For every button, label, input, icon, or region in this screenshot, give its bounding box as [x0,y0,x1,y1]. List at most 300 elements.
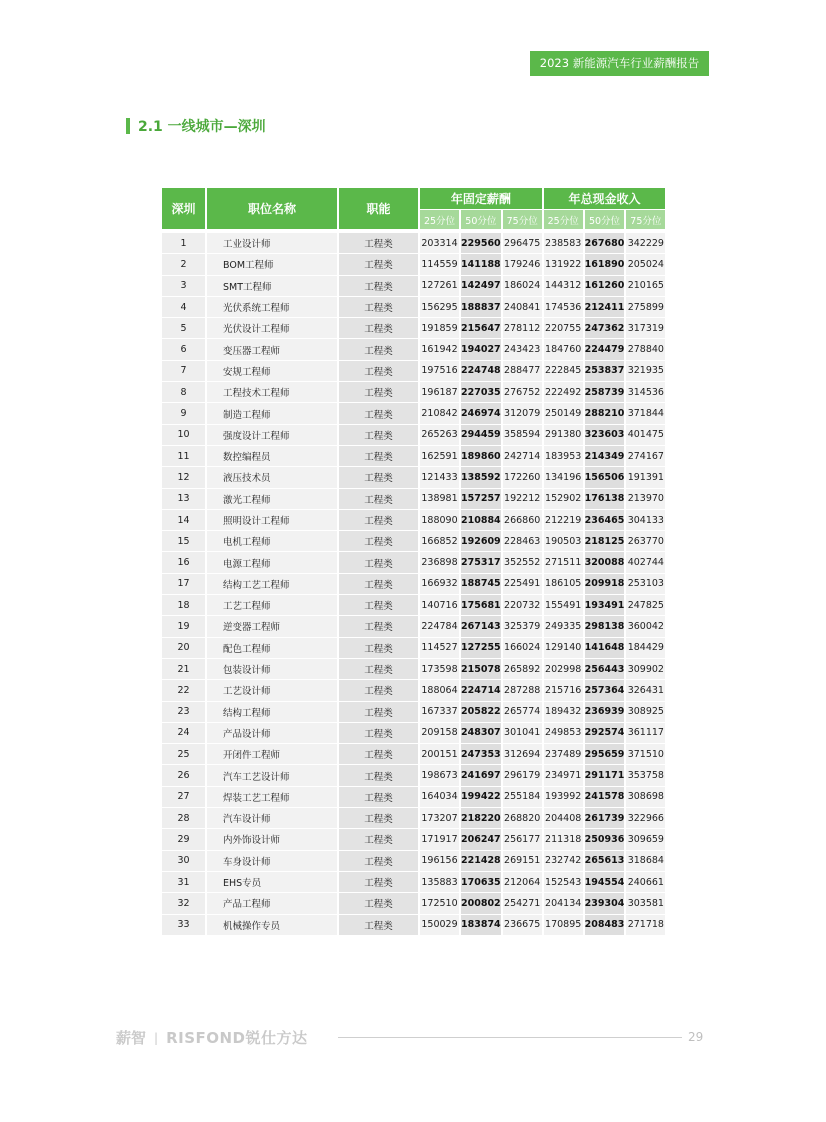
total-p25: 193992 [544,787,583,807]
total-p50: 236465 [585,510,625,530]
position-name: 电机工程师 [207,531,337,551]
section-marker [126,118,130,134]
total-p50: 214349 [585,446,625,466]
fixed-p25: 135883 [420,872,459,892]
fixed-p50: 170635 [461,872,501,892]
position-name: 工业设计师 [207,233,337,253]
fixed-p75: 268820 [503,808,542,828]
function-cell: 工程类 [339,680,418,700]
total-p50: 156506 [585,467,625,487]
function-cell: 工程类 [339,531,418,551]
total-p25: 211318 [544,829,583,849]
row-number: 6 [162,339,205,359]
fixed-p50: 294459 [461,425,501,445]
fixed-p25: 203314 [420,233,459,253]
total-p50: 261739 [585,808,625,828]
position-name: 汽车工艺设计师 [207,765,337,785]
function-cell: 工程类 [339,510,418,530]
total-p50: 239304 [585,893,625,913]
header-function: 职能 [339,188,418,229]
fixed-p75: 358594 [503,425,542,445]
fixed-p50: 227035 [461,382,501,402]
header-total-p75: 75分位 [626,210,665,229]
footer-divider [338,1037,682,1038]
total-p75: 371844 [626,403,665,423]
total-p75: 318684 [626,851,665,871]
total-p25: 144312 [544,276,583,296]
table-row [162,339,665,359]
fixed-p25: 200151 [420,744,459,764]
table-row [162,680,665,700]
fixed-p50: 215078 [461,659,501,679]
row-number: 2 [162,254,205,274]
table-row [162,318,665,338]
function-cell: 工程类 [339,616,418,636]
function-cell: 工程类 [339,339,418,359]
fixed-p25: 138981 [420,489,459,509]
fixed-p50: 188837 [461,297,501,317]
function-cell: 工程类 [339,297,418,317]
total-p75: 326431 [626,680,665,700]
total-p75: 240661 [626,872,665,892]
position-name: 机械操作专员 [207,915,337,935]
fixed-p25: 150029 [420,915,459,935]
fixed-p25: 210842 [420,403,459,423]
table-row [162,254,665,274]
fixed-p25: 114527 [420,638,459,658]
table-row [162,851,665,871]
total-p25: 202998 [544,659,583,679]
function-cell: 工程类 [339,446,418,466]
fixed-p75: 225491 [503,574,542,594]
fixed-p25: 162591 [420,446,459,466]
fixed-p25: 161942 [420,339,459,359]
fixed-p50: 229560 [461,233,501,253]
row-number: 9 [162,403,205,423]
header-fixed-p75: 75分位 [503,210,542,229]
total-p25: 152902 [544,489,583,509]
total-p75: 309659 [626,829,665,849]
position-name: 汽车设计师 [207,808,337,828]
total-p75: 247825 [626,595,665,615]
fixed-p25: 265263 [420,425,459,445]
total-p75: 213970 [626,489,665,509]
fixed-p75: 172260 [503,467,542,487]
function-cell: 工程类 [339,318,418,338]
fixed-p50: 141188 [461,254,501,274]
total-p25: 152543 [544,872,583,892]
total-p75: 210165 [626,276,665,296]
total-p75: 401475 [626,425,665,445]
total-p50: 258739 [585,382,625,402]
table-row [162,915,665,935]
position-name: 结构工艺工程师 [207,574,337,594]
fixed-p50: 205822 [461,702,501,722]
position-name: 配色工程师 [207,638,337,658]
row-number: 26 [162,765,205,785]
position-name: SMT工程师 [207,276,337,296]
fixed-p75: 254271 [503,893,542,913]
fixed-p75: 236675 [503,915,542,935]
row-number: 18 [162,595,205,615]
fixed-p50: 138592 [461,467,501,487]
total-p50: 320088 [585,552,625,572]
total-p25: 184760 [544,339,583,359]
table-row [162,403,665,423]
row-number: 24 [162,723,205,743]
total-p25: 215716 [544,680,583,700]
table-row [162,787,665,807]
function-cell: 工程类 [339,851,418,871]
total-p50: 298138 [585,616,625,636]
total-p75: 253103 [626,574,665,594]
row-number: 29 [162,829,205,849]
row-number: 12 [162,467,205,487]
total-p50: 292574 [585,723,625,743]
table-row [162,808,665,828]
logo-separator: | [154,1030,159,1045]
function-cell: 工程类 [339,638,418,658]
header-fixed-p50: 50分位 [461,210,501,229]
fixed-p75: 243423 [503,339,542,359]
row-number: 14 [162,510,205,530]
function-cell: 工程类 [339,659,418,679]
row-number: 30 [162,851,205,871]
row-number: 1 [162,233,205,253]
total-p75: 317319 [626,318,665,338]
fixed-p50: 175681 [461,595,501,615]
total-p50: 288210 [585,403,625,423]
fixed-p25: 156295 [420,297,459,317]
fixed-p75: 265774 [503,702,542,722]
table-row [162,723,665,743]
row-number: 10 [162,425,205,445]
total-p50: 257364 [585,680,625,700]
total-p75: 371510 [626,744,665,764]
total-p75: 321935 [626,361,665,381]
fixed-p25: 196156 [420,851,459,871]
total-p50: 212411 [585,297,625,317]
table-row [162,574,665,594]
total-p50: 141648 [585,638,625,658]
position-name: 产品设计师 [207,723,337,743]
function-cell: 工程类 [339,403,418,423]
table-row [162,361,665,381]
fixed-p75: 301041 [503,723,542,743]
row-number: 8 [162,382,205,402]
table-row [162,829,665,849]
position-name: BOM工程师 [207,254,337,274]
total-p25: 183953 [544,446,583,466]
position-name: 包装设计师 [207,659,337,679]
table-row [162,425,665,445]
fixed-p75: 242714 [503,446,542,466]
fixed-p75: 278112 [503,318,542,338]
total-p50: 256443 [585,659,625,679]
salary-table [160,187,667,936]
function-cell: 工程类 [339,595,418,615]
position-name: 照明设计工程师 [207,510,337,530]
total-p75: 303581 [626,893,665,913]
fixed-p25: 198673 [420,765,459,785]
page-number: 29 [688,1030,704,1044]
header-total-cash: 年总现金收入 [544,188,666,209]
row-number: 7 [162,361,205,381]
fixed-p25: 172510 [420,893,459,913]
table-row [162,233,665,253]
total-p75: 361117 [626,723,665,743]
total-p50: 265613 [585,851,625,871]
fixed-p25: 127261 [420,276,459,296]
position-name: 车身设计师 [207,851,337,871]
row-number: 28 [162,808,205,828]
total-p50: 241578 [585,787,625,807]
function-cell: 工程类 [339,723,418,743]
fixed-p25: 164034 [420,787,459,807]
fixed-p50: 192609 [461,531,501,551]
fixed-p75: 255184 [503,787,542,807]
total-p25: 222492 [544,382,583,402]
total-p25: 129140 [544,638,583,658]
header-position: 职位名称 [207,188,337,229]
total-p75: 353758 [626,765,665,785]
position-name: 安规工程师 [207,361,337,381]
total-p25: 204134 [544,893,583,913]
fixed-p75: 266860 [503,510,542,530]
total-p25: 155491 [544,595,583,615]
total-p50: 267680 [585,233,625,253]
fixed-p50: 199422 [461,787,501,807]
total-p25: 222845 [544,361,583,381]
fixed-p75: 352552 [503,552,542,572]
position-name: 光伏设计工程师 [207,318,337,338]
table-row [162,616,665,636]
fixed-p50: 218220 [461,808,501,828]
fixed-p75: 212064 [503,872,542,892]
total-p50: 194554 [585,872,625,892]
row-number: 17 [162,574,205,594]
function-cell: 工程类 [339,808,418,828]
total-p50: 247362 [585,318,625,338]
position-name: 光伏系统工程师 [207,297,337,317]
total-p75: 322966 [626,808,665,828]
function-cell: 工程类 [339,744,418,764]
total-p25: 238583 [544,233,583,253]
row-number: 5 [162,318,205,338]
row-number: 32 [162,893,205,913]
table-row [162,702,665,722]
total-p25: 186105 [544,574,583,594]
total-p50: 193491 [585,595,625,615]
row-number: 21 [162,659,205,679]
table-row [162,765,665,785]
fixed-p25: 196187 [420,382,459,402]
total-p50: 250936 [585,829,625,849]
position-name: 内外饰设计师 [207,829,337,849]
header-total-p25: 25分位 [544,210,583,229]
fixed-p50: 224714 [461,680,501,700]
position-name: EHS专员 [207,872,337,892]
risfond-logo: RISFOND锐仕方达 [166,1029,308,1047]
row-number: 23 [162,702,205,722]
fixed-p75: 312079 [503,403,542,423]
table-row [162,297,665,317]
fixed-p50: 246974 [461,403,501,423]
fixed-p75: 186024 [503,276,542,296]
row-number: 4 [162,297,205,317]
total-p75: 314536 [626,382,665,402]
header-city: 深圳 [162,188,205,229]
row-number: 15 [162,531,205,551]
total-p75: 263770 [626,531,665,551]
row-number: 3 [162,276,205,296]
total-p50: 236939 [585,702,625,722]
function-cell: 工程类 [339,382,418,402]
row-number: 16 [162,552,205,572]
function-cell: 工程类 [339,254,418,274]
fixed-p25: 173207 [420,808,459,828]
total-p75: 402744 [626,552,665,572]
function-cell: 工程类 [339,829,418,849]
fixed-p75: 265892 [503,659,542,679]
total-p75: 191391 [626,467,665,487]
total-p50: 218125 [585,531,625,551]
total-p25: 131922 [544,254,583,274]
total-p75: 342229 [626,233,665,253]
fixed-p25: 166932 [420,574,459,594]
table-row [162,595,665,615]
fixed-p25: 167337 [420,702,459,722]
fixed-p50: 241697 [461,765,501,785]
fixed-p50: 248307 [461,723,501,743]
total-p50: 224479 [585,339,625,359]
fixed-p25: 140716 [420,595,459,615]
function-cell: 工程类 [339,233,418,253]
position-name: 液压技术员 [207,467,337,487]
fixed-p50: 210884 [461,510,501,530]
total-p75: 309902 [626,659,665,679]
fixed-p75: 269151 [503,851,542,871]
table-row [162,872,665,892]
xinzhi-logo: 薪智 [116,1029,147,1047]
row-number: 20 [162,638,205,658]
fixed-p50: 275317 [461,552,501,572]
position-name: 强度设计工程师 [207,425,337,445]
function-cell: 工程类 [339,276,418,296]
total-p75: 274167 [626,446,665,466]
total-p25: 170895 [544,915,583,935]
total-p25: 134196 [544,467,583,487]
fixed-p25: 224784 [420,616,459,636]
total-p75: 184429 [626,638,665,658]
header-fixed-p25: 25分位 [420,210,459,229]
position-name: 制造工程师 [207,403,337,423]
total-p25: 204408 [544,808,583,828]
position-name: 变压器工程师 [207,339,337,359]
fixed-p50: 215647 [461,318,501,338]
total-p25: 189432 [544,702,583,722]
fixed-p75: 192212 [503,489,542,509]
row-number: 11 [162,446,205,466]
total-p75: 278840 [626,339,665,359]
table-row [162,382,665,402]
section-heading [126,117,266,135]
fixed-p25: 191859 [420,318,459,338]
row-number: 19 [162,616,205,636]
table-row [162,467,665,487]
total-p50: 291171 [585,765,625,785]
position-name: 焊装工艺工程师 [207,787,337,807]
total-p50: 161260 [585,276,625,296]
fixed-p50: 188745 [461,574,501,594]
fixed-p75: 240841 [503,297,542,317]
fixed-p25: 121433 [420,467,459,487]
fixed-p25: 188064 [420,680,459,700]
header-fixed-salary: 年固定薪酬 [420,188,542,209]
fixed-p25: 209158 [420,723,459,743]
table-row [162,489,665,509]
function-cell: 工程类 [339,489,418,509]
function-cell: 工程类 [339,467,418,487]
total-p50: 253837 [585,361,625,381]
fixed-p25: 197516 [420,361,459,381]
total-p25: 232742 [544,851,583,871]
function-cell: 工程类 [339,361,418,381]
fixed-p50: 194027 [461,339,501,359]
position-name: 工艺工程师 [207,595,337,615]
row-number: 33 [162,915,205,935]
header-total-p50: 50分位 [585,210,625,229]
total-p50: 161890 [585,254,625,274]
total-p25: 234971 [544,765,583,785]
table-row [162,744,665,764]
total-p75: 308925 [626,702,665,722]
total-p50: 208483 [585,915,625,935]
total-p25: 249335 [544,616,583,636]
function-cell: 工程类 [339,552,418,572]
total-p50: 295659 [585,744,625,764]
fixed-p25: 171917 [420,829,459,849]
fixed-p75: 179246 [503,254,542,274]
total-p25: 291380 [544,425,583,445]
position-name: 电源工程师 [207,552,337,572]
total-p25: 212219 [544,510,583,530]
fixed-p25: 166852 [420,531,459,551]
total-p25: 220755 [544,318,583,338]
fixed-p25: 114559 [420,254,459,274]
function-cell: 工程类 [339,893,418,913]
fixed-p50: 189860 [461,446,501,466]
report-title-tag: 2023 新能源汽车行业薪酬报告 [530,51,709,76]
fixed-p75: 287288 [503,680,542,700]
function-cell: 工程类 [339,702,418,722]
total-p25: 237489 [544,744,583,764]
fixed-p75: 296179 [503,765,542,785]
table-row [162,552,665,572]
total-p75: 275899 [626,297,665,317]
fixed-p25: 188090 [420,510,459,530]
fixed-p75: 312694 [503,744,542,764]
total-p50: 209918 [585,574,625,594]
total-p25: 271511 [544,552,583,572]
footer-logos [116,1027,308,1048]
fixed-p75: 276752 [503,382,542,402]
fixed-p75: 296475 [503,233,542,253]
fixed-p50: 200802 [461,893,501,913]
total-p25: 174536 [544,297,583,317]
table-row [162,510,665,530]
total-p75: 304133 [626,510,665,530]
